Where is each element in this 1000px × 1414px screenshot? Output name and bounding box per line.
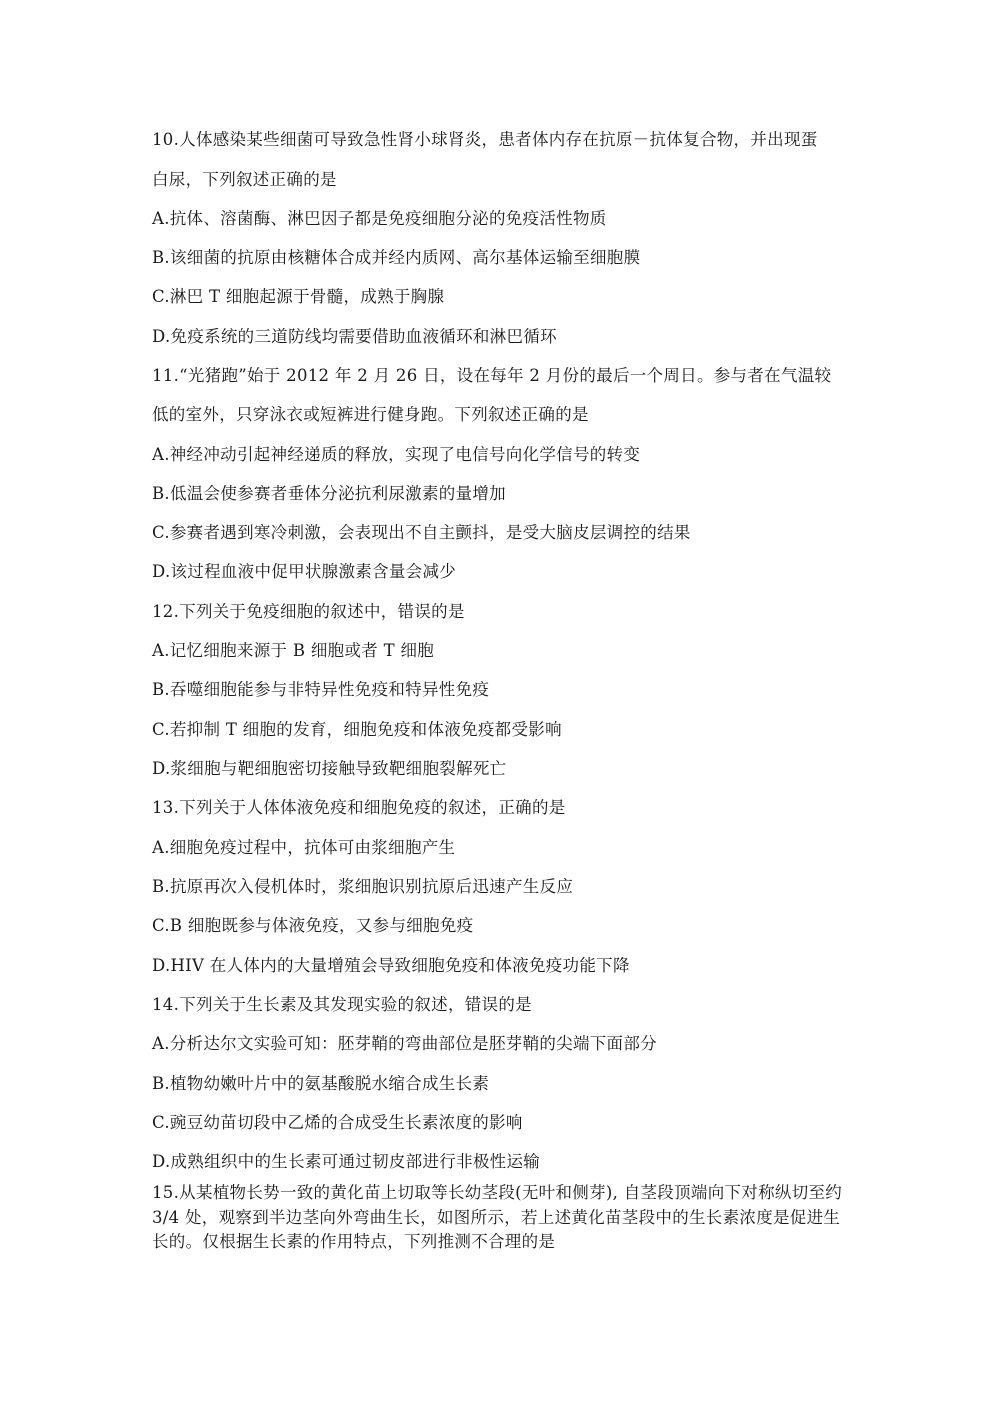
- question-14-option-c: C.豌豆幼苗切段中乙烯的合成受生长素浓度的影响: [152, 1113, 523, 1132]
- question-13-stem: 13.下列关于人体体液免疫和细胞免疫的叙述，正确的是: [152, 798, 566, 817]
- question-13-option-d: D.HIV 在人体内的大量增殖会导致细胞免疫和体液免疫功能下降: [152, 956, 630, 975]
- question-12-stem: 12.下列关于免疫细胞的叙述中，错误的是: [152, 602, 465, 621]
- question-13-option-c: C.B 细胞既参与体液免疫，又参与细胞免疫: [152, 916, 474, 935]
- question-11-stem-line-2: 低的室外，只穿泳衣或短裤进行健身跑。下列叙述正确的是: [152, 405, 589, 424]
- question-10-stem-line-2: 白尿，下列叙述正确的是: [152, 170, 337, 189]
- question-15-stem: 15.从某植物长势一致的黄化苗上切取等长幼茎段(无叶和侧芽), 自茎段顶端向下对称纵切至约 3/4 处，观察到半边茎向外弯曲生长，如图所示，若上述黄化苗茎段中的生长素浓度是促进生长的。仅根据生长素的作用特点，下列推测不合理的是: [152, 1183, 843, 1251]
- question-13-option-b: B.抗原再次入侵机体时，浆细胞识别抗原后迅速产生反应: [152, 877, 574, 896]
- question-12-option-b: B.吞噬细胞能参与非特异性免疫和特异性免疫: [152, 680, 490, 699]
- question-12-option-d: D.浆细胞与靶细胞密切接触导致靶细胞裂解死亡: [152, 759, 507, 778]
- question-14-option-d: D.成熟组织中的生长素可通过韧皮部进行非极性运输: [152, 1152, 541, 1171]
- question-14-stem: 14.下列关于生长素及其发现实验的叙述，错误的是: [152, 995, 532, 1014]
- question-14-option-a: A.分析达尔文实验可知：胚芽鞘的弯曲部位是胚芽鞘的尖端下面部分: [152, 1034, 657, 1053]
- question-12-option-a: A.记忆细胞来源于 B 细胞或者 T 细胞: [152, 641, 435, 660]
- question-11-option-c: C.参赛者遇到寒冷刺激，会表现出不自主颤抖，是受大脑皮层调控的结果: [152, 523, 691, 542]
- question-11-option-a: A.神经冲动引起神经递质的释放，实现了电信号向化学信号的转变: [152, 445, 641, 464]
- question-10-option-a: A.抗体、溶菌酶、淋巴因子都是免疫细胞分泌的免疫活性物质: [152, 209, 607, 228]
- question-11-option-d: D.该过程血液中促甲状腺激素含量会减少: [152, 562, 457, 581]
- question-12-option-c: C.若抑制 T 细胞的发育，细胞免疫和体液免疫都受影响: [152, 720, 562, 739]
- question-11-stem-line-1: 11.“光猪跑”始于 2012 年 2 月 26 日，设在每年 2 月份的最后一个周日。参与者在气温较: [152, 366, 832, 385]
- question-10-option-b: B.该细菌的抗原由核糖体合成并经内质网、高尔基体运输至细胞膜: [152, 248, 641, 267]
- question-11-option-b: B.低温会使参赛者垂体分泌抗利尿激素的量增加: [152, 484, 506, 503]
- question-10-option-c: C.淋巴 T 细胞起源于骨髓，成熟于胸腺: [152, 287, 445, 306]
- question-10-stem-line-1: 10.人体感染某些细菌可导致急性肾小球肾炎，患者体内存在抗原－抗体复合物，并出现蛋: [152, 130, 818, 149]
- question-14-option-b: B.植物幼嫩叶片中的氨基酸脱水缩合成生长素: [152, 1074, 490, 1093]
- question-10-option-d: D.免疫系统的三道防线均需要借助血液循环和淋巴循环: [152, 327, 557, 346]
- question-13-option-a: A.细胞免疫过程中，抗体可由浆细胞产生: [152, 838, 456, 857]
